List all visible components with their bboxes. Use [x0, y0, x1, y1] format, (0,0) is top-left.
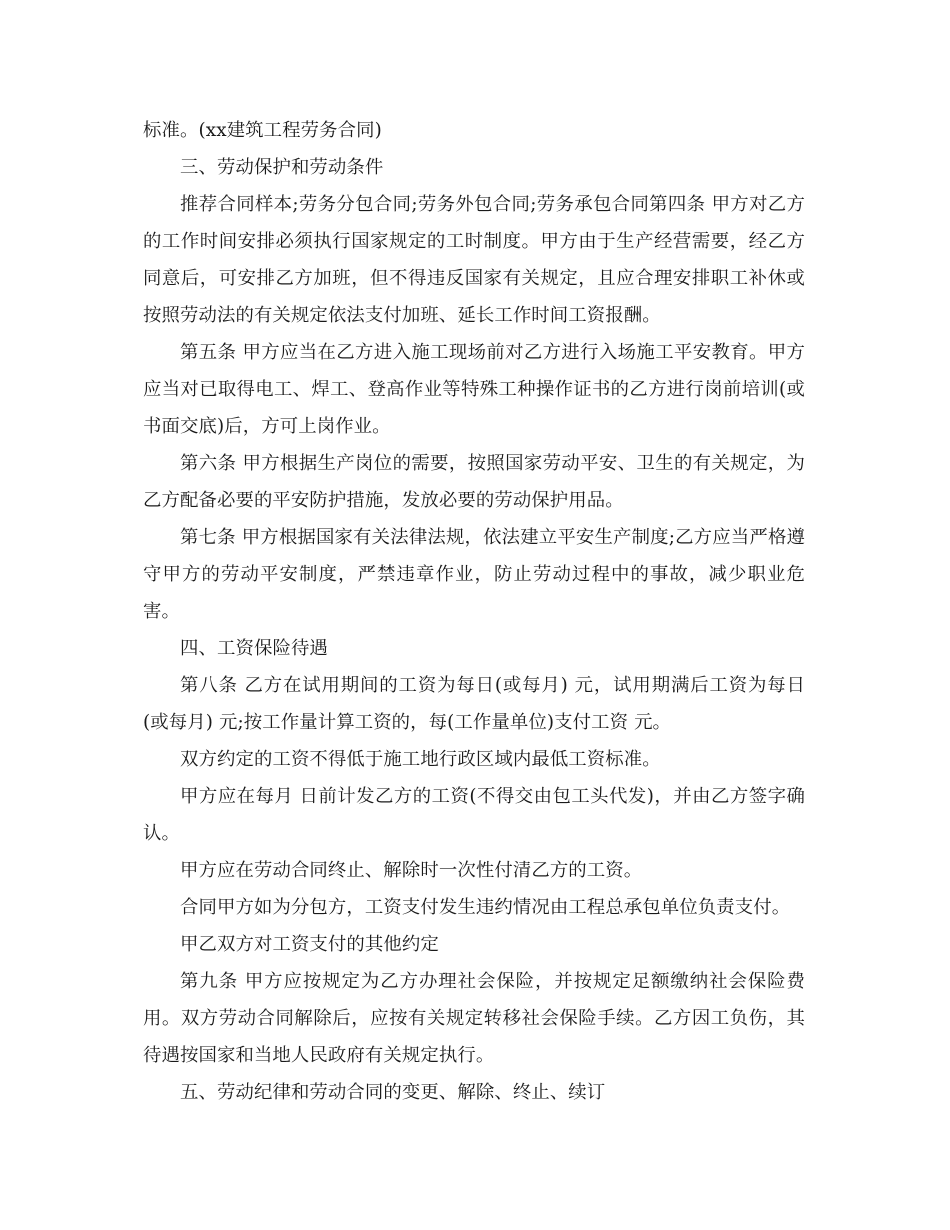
paragraph-article-6: 第六条 甲方根据生产岗位的需要，按照国家劳动平安、卫生的有关规定，为乙方配备必要的平安防护措施，发放必要的劳动保护用品。	[143, 453, 805, 511]
paragraph-final-payment: 甲方应在劳动合同终止、解除时一次性付清乙方的工资。	[180, 860, 643, 881]
paragraph-article-9: 第九条 甲方应按规定为乙方办理社会保险，并按规定足额缴纳社会保险费用。双方劳动合同解除后，应按有关规定转移社会保险手续。乙方因工负伤，其待遇按国家和当地人民政府有关规定执行。	[143, 971, 805, 1066]
section-heading-discipline-contract: 五、劳动纪律和劳动合同的变更、解除、终止、续订	[180, 1082, 606, 1103]
paragraph-article-5: 第五条 甲方应当在乙方进入施工现场前对乙方进行入场施工平安教育。甲方应当对已取得电工、焊工、登高作业等特殊工种操作证书的乙方进行岗前培训(或书面交底)后，方可上岗作业。	[143, 342, 805, 437]
document-body	[143, 112, 805, 1111]
paragraph-monthly-payment: 甲方应在每月 日前计发乙方的工资(不得交由包工头代发)，并由乙方签字确认。	[143, 786, 805, 844]
section-heading-wages-insurance: 四、工资保险待遇	[180, 638, 328, 659]
paragraph-minimum-wage: 双方约定的工资不得低于施工地行政区域内最低工资标准。	[180, 749, 661, 770]
paragraph-article-7: 第七条 甲方根据国家有关法律法规，依法建立平安生产制度;乙方应当严格遵守甲方的劳动平安制度，严禁违章作业，防止劳动过程中的事故，减少职业危害。	[143, 527, 805, 622]
paragraph-standard-line: 标准。(xx建筑工程劳务合同)	[143, 120, 382, 141]
section-heading-labor-protection: 三、劳动保护和劳动条件	[180, 157, 384, 178]
paragraph-article-4: 推荐合同样本;劳务分包合同;劳务外包合同;劳务承包合同第四条 甲方对乙方的工作时间安排必须执行国家规定的工时制度。甲方由于生产经营需要，经乙方同意后，可安排乙方加班，但不得违反国家有关规定，且应合理安排职工补休或按照劳动法的有关规定依法支付加班、延长工作时间工资报酬。	[143, 194, 805, 326]
paragraph-subcontractor-payment: 合同甲方如为分包方，工资支付发生违约情况由工程总承包单位负责支付。	[180, 897, 791, 918]
paragraph-other-agreements: 甲乙双方对工资支付的其他约定	[180, 934, 439, 955]
paragraph-article-8: 第八条 乙方在试用期间的工资为每日(或每月) 元，试用期满后工资为每日(或每月) 元;按工作量计算工资的，每(工作量单位)支付工资 元。	[143, 675, 805, 733]
